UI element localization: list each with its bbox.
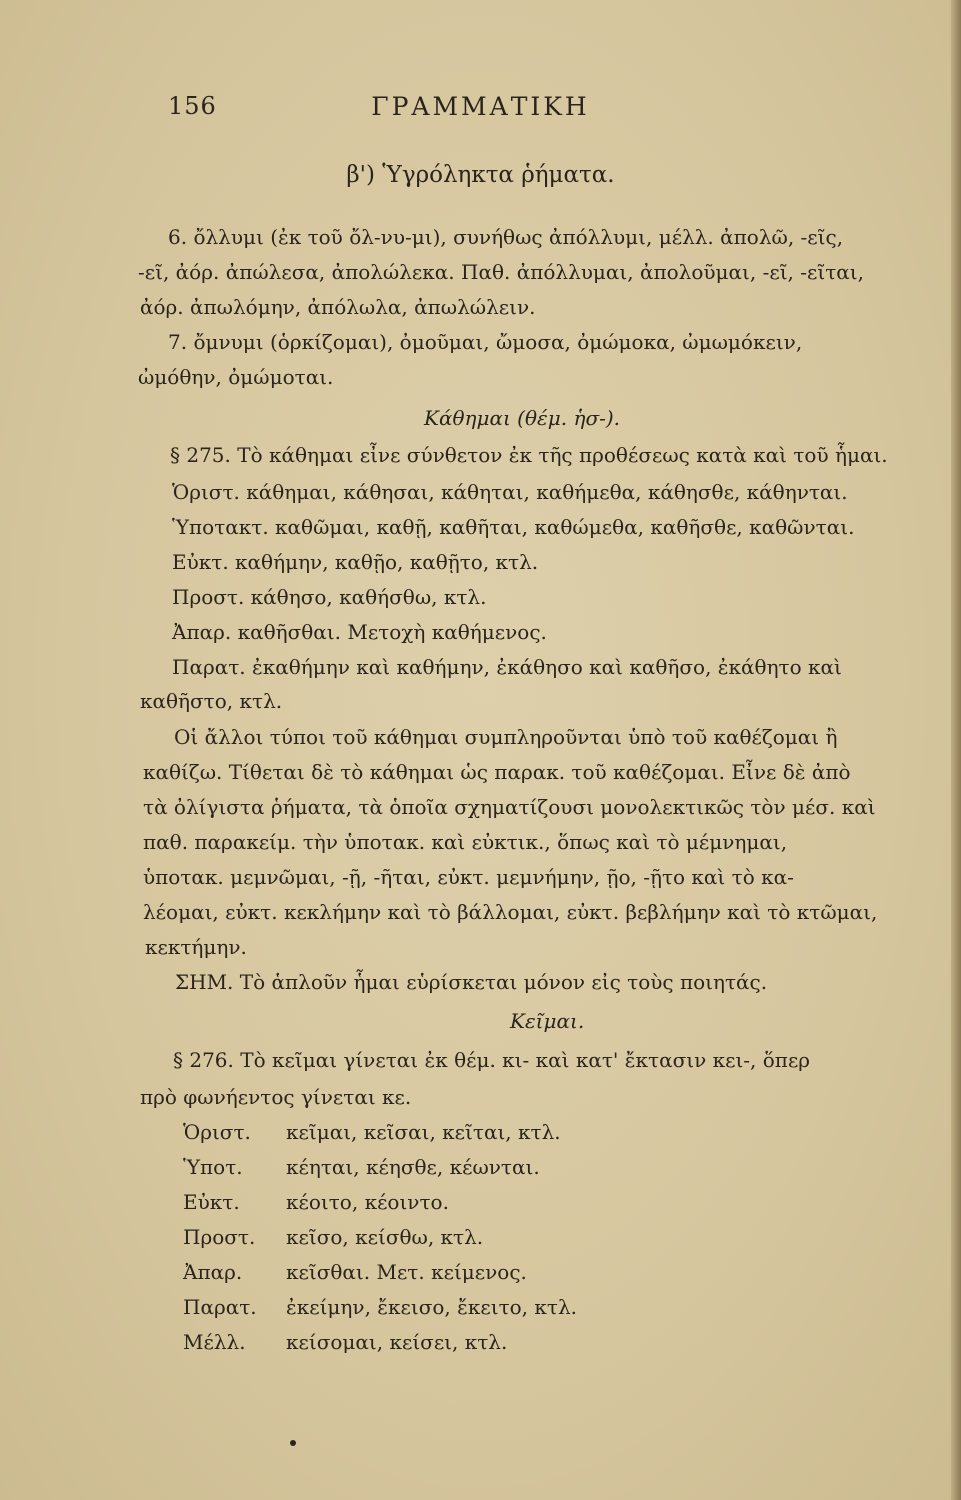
kathemai-paratatikos-1: Παρατ. ἐκαθήμην καὶ καθήμην, ἐκάθησο καὶ καθῆσο, ἐκάθητο καὶ: [172, 655, 842, 679]
kathemai-oristiki: Ὁριστ. κάθημαι, κάθησαι, κάθηται, καθήμεθα, κάθησθε, κάθηνται.: [172, 480, 848, 504]
keimai-row-forms: ἐκείμην, ἔκεισο, ἔκειτο, κτλ.: [286, 1295, 577, 1319]
para-6-line-1: 6. ὄλλυμι (ἐκ τοῦ ὄλ-νυ-μι), συνήθως ἀπόλλυμι, μέλλ. ἀπολῶ, -εῖς,: [168, 225, 844, 249]
kathemai-note-line-1: Οἱ ἄλλοι τύποι τοῦ κάθημαι συμπληροῦνται ὑπὸ τοῦ καθέζομαι ἢ: [174, 725, 838, 749]
kathemai-note-line-6: λέομαι, εὐκτ. κεκλήμην καὶ τὸ βάλλομαι, εὐκτ. βεβλήμην καὶ τὸ κτῶμαι,: [143, 900, 878, 924]
keimai-row-forms: κεῖσο, κείσθω, κτλ.: [286, 1225, 484, 1249]
section-275: § 275. Τὸ κάθημαι εἶνε σύνθετον ἐκ τῆς προθέσεως κατὰ καὶ τοῦ ἧμαι.: [170, 443, 888, 467]
keimai-row-forms: κείσομαι, κείσει, κτλ.: [286, 1330, 508, 1354]
section-276-line-1: § 276. Τὸ κεῖμαι γίνεται ἐκ θέμ. κι- καὶ κατ' ἔκτασιν κει-, ὅπερ: [173, 1048, 811, 1072]
kathemai-aparemfato: Ἀπαρ. καθῆσθαι. Μετοχὴ καθήμενος.: [172, 620, 547, 644]
keimai-row-label: Ὑποτ.: [183, 1155, 243, 1179]
kathemai-note-line-2: καθίζω. Τίθεται δὲ τὸ κάθημαι ὡς παρακ. τοῦ καθέζομαι. Εἶνε δὲ ἀπὸ: [143, 760, 851, 784]
remark-note: ΣΗΜ. Τὸ ἁπλοῦν ἧμαι εὑρίσκεται μόνον εἰς τοὺς ποιητάς.: [175, 970, 768, 994]
keimai-row-label: Παρατ.: [183, 1295, 257, 1319]
running-title: ΓΡΑΜΜΑΤΙΚΗ: [371, 92, 590, 121]
ink-speck: [290, 1440, 296, 1446]
para-7-line-2: ὠμόθην, ὀμώμοται.: [138, 365, 334, 389]
kathemai-ypotaktiki: Ὑποτακτ. καθῶμαι, καθῇ, καθῆται, καθώμεθα, καθῆσθε, καθῶνται.: [172, 515, 855, 539]
para-6-line-3: ἀόρ. ἀπωλόμην, ἀπόλωλα, ἀπωλώλειν.: [140, 295, 536, 319]
kathemai-heading: Κάθημαι (θέμ. ἡσ-).: [424, 406, 621, 430]
section-276-line-2: πρὸ φωνήεντος γίνεται κε.: [140, 1085, 412, 1109]
keimai-row-forms: κέηται, κέησθε, κέωνται.: [286, 1155, 540, 1179]
kathemai-prostaktiki: Προστ. κάθησο, καθήσθω, κτλ.: [172, 585, 487, 609]
kathemai-note-line-7: κεκτήμην.: [145, 935, 247, 959]
keimai-heading: Κεῖμαι.: [510, 1009, 585, 1033]
kathemai-euktiki: Εὐκτ. καθήμην, καθῇο, καθῇτο, κτλ.: [172, 550, 539, 574]
page-spine-edge: [951, 0, 961, 1500]
keimai-row-forms: κεῖσθαι. Μετ. κείμενος.: [286, 1260, 527, 1284]
keimai-row-label: Μέλλ.: [183, 1330, 246, 1354]
kathemai-note-line-3: τὰ ὀλίγιστα ῥήματα, τὰ ὁποῖα σχηματίζουσι μονολεκτικῶς τὸν μέσ. καὶ: [143, 795, 876, 819]
para-6-line-2: -εῖ, ἀόρ. ἀπώλεσα, ἀπολώλεκα. Παθ. ἀπόλλυμαι, ἀπολοῦμαι, -εῖ, -εῖται,: [138, 260, 864, 284]
kathemai-paratatikos-2: καθῆστο, κτλ.: [140, 689, 283, 713]
keimai-row-forms: κεῖμαι, κεῖσαι, κεῖται, κτλ.: [286, 1120, 561, 1144]
para-7-line-1: 7. ὄμνυμι (ὁρκίζομαι), ὀμοῦμαι, ὤμοσα, ὀμώμοκα, ὠμωμόκειν,: [168, 330, 803, 354]
kathemai-note-line-5: ὑποτακ. μεμνῶμαι, -ῇ, -ῆται, εὐκτ. μεμνήμην, ῇο, -ῇτο καὶ τὸ κα-: [143, 865, 794, 889]
kathemai-note-line-4: παθ. παρακείμ. τὴν ὑποτακ. καὶ εὐκτικ., ὅπως καὶ τὸ μέμνημαι,: [143, 830, 788, 854]
page-number: 156: [168, 92, 217, 120]
keimai-row-label: Προστ.: [183, 1225, 256, 1249]
keimai-row-label: Ἀπαρ.: [183, 1260, 243, 1284]
keimai-row-label: Ὁριστ.: [183, 1120, 251, 1144]
keimai-row-label: Εὐκτ.: [183, 1190, 240, 1214]
keimai-row-forms: κέοιτο, κέοιντο.: [286, 1190, 449, 1214]
section-subtitle: β') Ὑγρόληκτα ῥήματα.: [346, 162, 615, 188]
page-header: [0, 92, 961, 132]
